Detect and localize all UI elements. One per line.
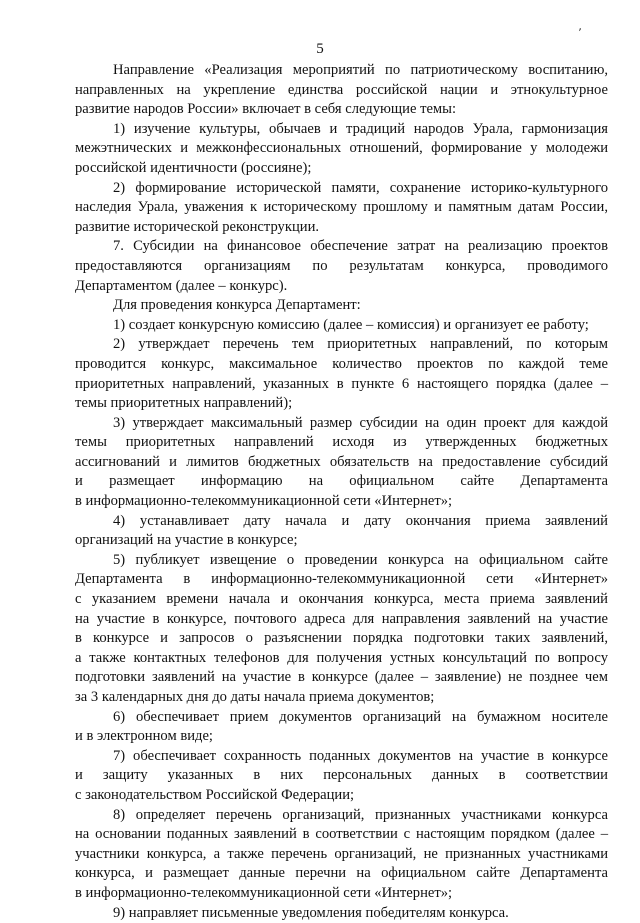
paragraph bbox=[75, 120, 608, 179]
text-line: 8) определяет перечень организаций, признанных участниками конкурса bbox=[113, 806, 608, 823]
paragraph bbox=[75, 512, 608, 551]
text-line: в конкурсе и запросов о разъяснении порядка подготовки таких заявлений, bbox=[75, 630, 608, 647]
text-line: 2) формирование исторической памяти, сохранение историко-культурного bbox=[113, 179, 608, 196]
paragraph bbox=[75, 551, 608, 708]
text-line: Для проведения конкурса Департамент: bbox=[113, 297, 361, 314]
text-line: предоставляются организациям по результатам конкурса, проводимого bbox=[75, 257, 608, 274]
text-line: подготовки заявлений на участие в конкурсе (далее – заявление) не позднее чем bbox=[75, 669, 608, 686]
text-line: 1) создает конкурсную комиссию (далее – комиссия) и организует ее работу; bbox=[113, 316, 589, 333]
text-line: 5) публикует извещение о проведении конкурса на официальном сайте bbox=[113, 551, 608, 568]
text-line: 1) изучение культуры, обычаев и традиций народов Урала, гармонизация bbox=[113, 120, 608, 137]
corner-mark: ' bbox=[575, 25, 583, 39]
text-line: ассигнований и лимитов бюджетных обязательств на предоставление субсидий bbox=[75, 453, 608, 470]
paragraph bbox=[75, 296, 608, 316]
text-line: Департамента в информационно-телекоммуникационной сети «Интернет» bbox=[75, 571, 608, 588]
text-line: и в электронном виде; bbox=[75, 728, 213, 745]
paragraph bbox=[75, 61, 608, 120]
text-line: развитие народов России» включает в себя следующие темы: bbox=[75, 101, 457, 118]
paragraph bbox=[75, 414, 608, 512]
text-line: Направление «Реализация мероприятий по патриотическому воспитанию, bbox=[113, 62, 608, 78]
page-number: 5 bbox=[316, 41, 324, 57]
text-line: приоритетных направлений, указанных в пункте 6 настоящего порядка (далее – bbox=[75, 375, 608, 392]
text-line: участники конкурса, а также перечень организаций, не признанных участниками bbox=[75, 845, 608, 862]
text-line: 9) направляет письменные уведомления победителям конкурса. bbox=[113, 904, 509, 921]
text-line: 3) утверждает максимальный размер субсидии на один проект для каждой bbox=[113, 414, 608, 431]
text-line: на участие в конкурсе, почтового адреса для направления заявлений на участие bbox=[75, 610, 608, 627]
text-line: Департаментом (далее – конкурс). bbox=[75, 277, 288, 294]
text-line: с законодательством Российской Федерации; bbox=[75, 786, 355, 803]
text-line: темы приоритетных направлений исходя из утвержденных бюджетных bbox=[75, 434, 608, 451]
text-line: наследия Урала, уважения к историческому прошлому и памятным датам России, bbox=[75, 199, 608, 216]
text-line: конкурса, и размещает данные перечни на официальном сайте Департамента bbox=[75, 865, 608, 882]
text-line: за 3 календарных дня до даты начала приема документов; bbox=[75, 689, 435, 705]
paragraph bbox=[75, 335, 608, 413]
text-line: в информационно-телекоммуникационной сети «Интернет»; bbox=[75, 884, 453, 901]
text-line: российской идентичности (россияне); bbox=[75, 159, 312, 176]
text-line: 4) устанавливает дату начала и дату окончания приема заявлений bbox=[113, 512, 608, 529]
text-line: организаций на участие в конкурсе; bbox=[75, 532, 298, 549]
text-line: и защиту указанных в них персональных данных в соответствии bbox=[75, 767, 608, 784]
text-line: с указанием времени начала и окончания конкурса, места приема заявлений bbox=[75, 591, 608, 608]
text-line: 2) утверждает перечень тем приоритетных направлений, по которым bbox=[113, 336, 608, 353]
paragraph bbox=[75, 904, 608, 923]
text-line: темы приоритетных направлений); bbox=[75, 395, 293, 412]
text-line: развитие исторической реконструкции. bbox=[75, 218, 320, 235]
text-line: в информационно-телекоммуникационной сети «Интернет»; bbox=[75, 493, 453, 510]
text-line: направленных на укрепление единства российской нации и этнокультурное bbox=[75, 81, 608, 98]
paragraph bbox=[75, 747, 608, 806]
text-line: межэтнических и межконфессиональных отношений, формирование у молодежи bbox=[75, 140, 608, 157]
paragraph bbox=[75, 237, 608, 296]
paragraph bbox=[75, 708, 608, 747]
text-line: 6) обеспечивает прием документов организаций на бумажном носителе bbox=[113, 708, 608, 725]
paragraph bbox=[75, 806, 608, 904]
paragraph bbox=[75, 179, 608, 238]
text-line: 7. Субсидии на финансовое обеспечение затрат на реализацию проектов bbox=[113, 238, 608, 255]
document-body bbox=[75, 61, 608, 923]
text-line: и размещает информацию на официальном сайте Департамента bbox=[75, 473, 608, 490]
paragraph bbox=[75, 316, 608, 336]
text-line: 7) обеспечивает сохранность поданных документов на участие в конкурсе bbox=[113, 747, 608, 764]
text-line: на основании поданных заявлений в соответствии с настоящим порядком (далее – bbox=[75, 826, 608, 843]
text-line: проводится конкурс, максимальное количество проектов по каждой теме bbox=[75, 355, 608, 372]
text-line: а также контактных телефонов для получения устных консультаций по вопросу bbox=[75, 649, 608, 666]
